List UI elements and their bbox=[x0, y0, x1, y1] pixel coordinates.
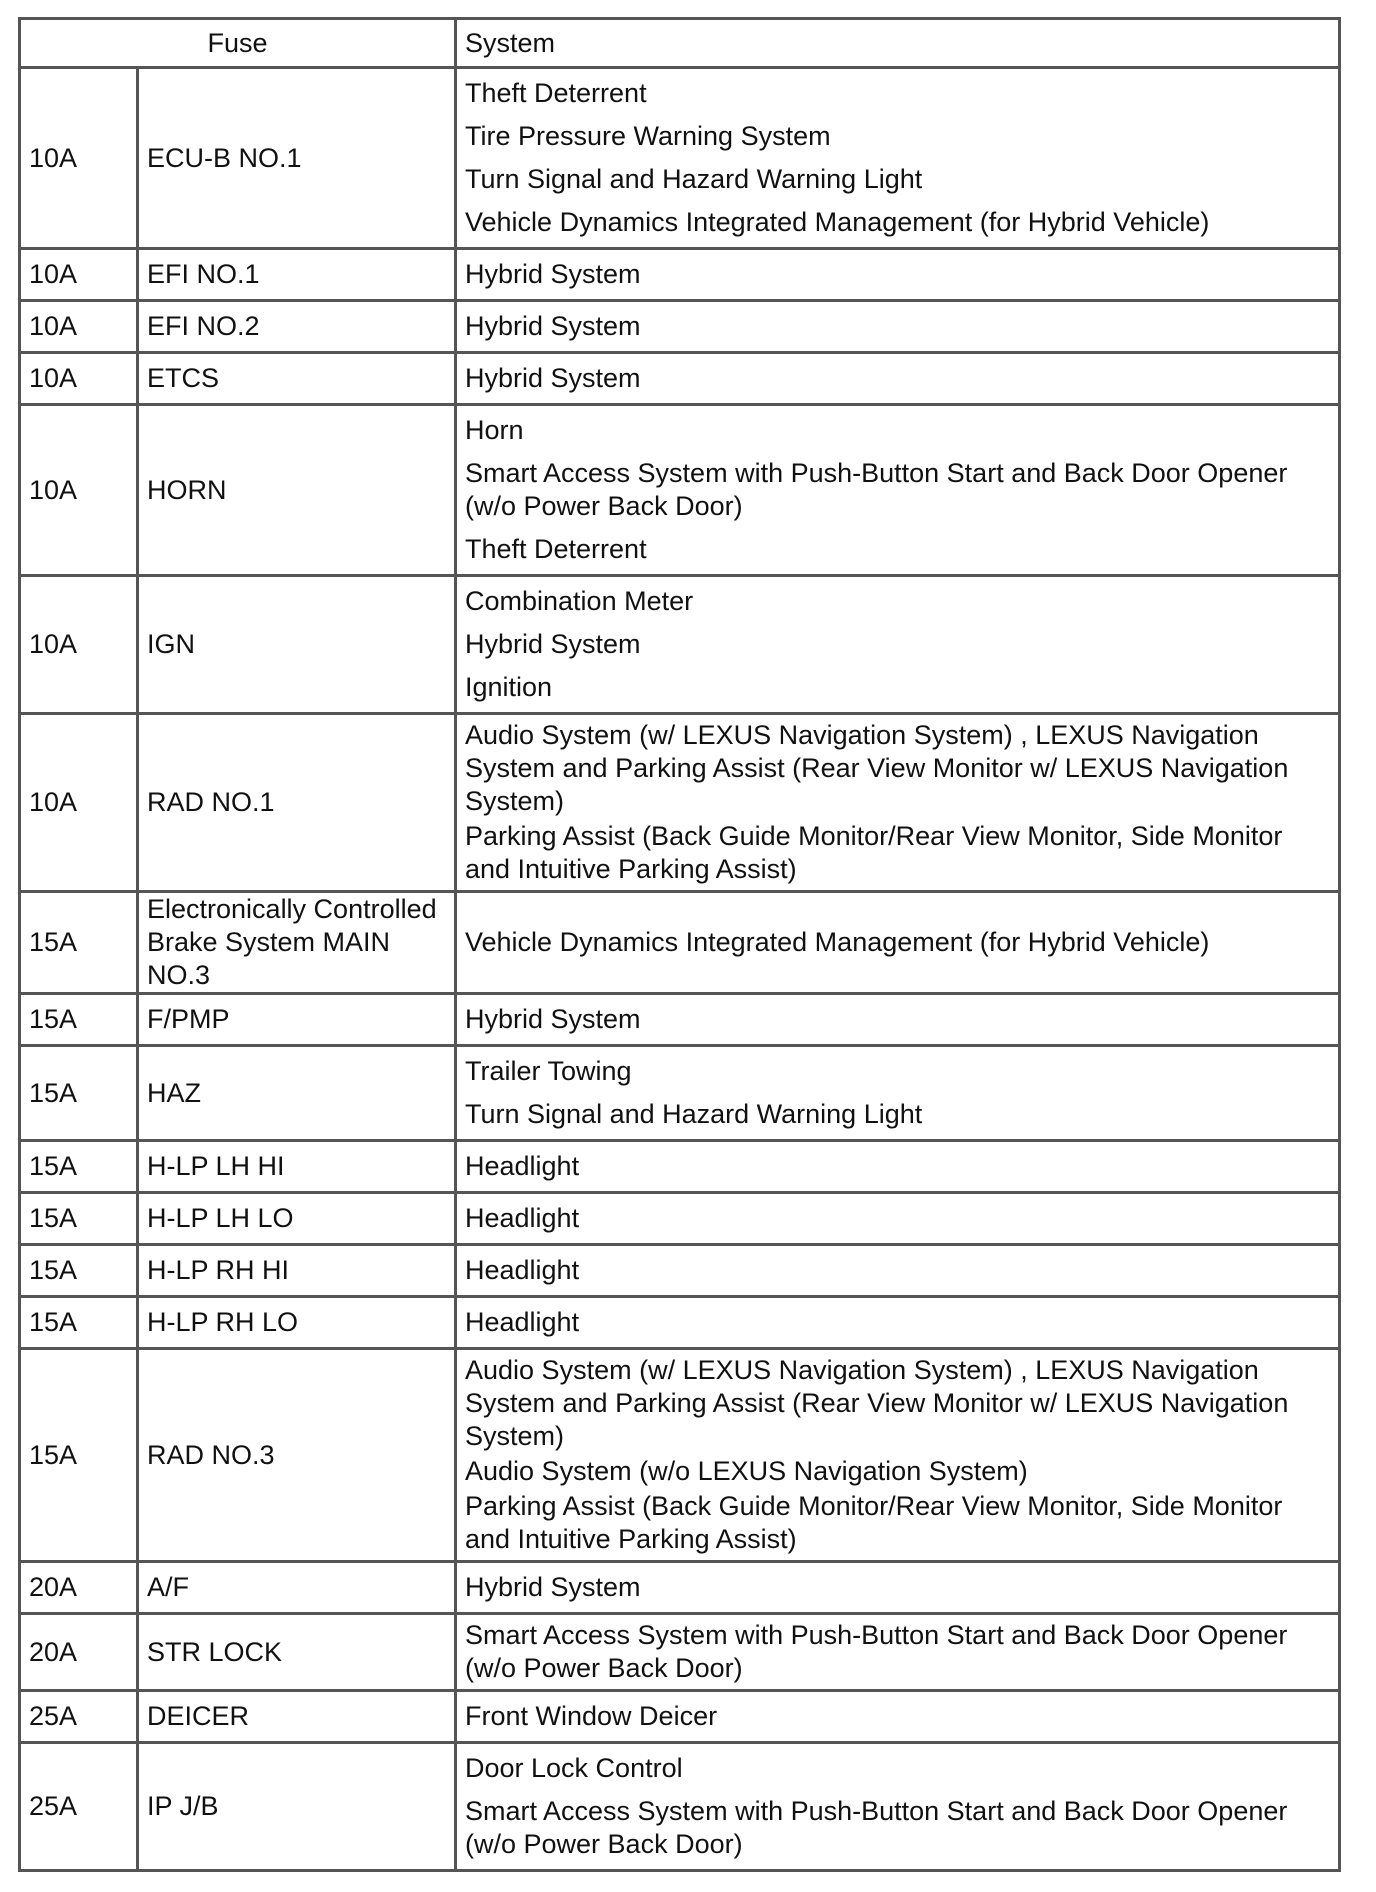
system-entry: Trailer Towing bbox=[465, 1056, 632, 1086]
fuse-name: IGN bbox=[138, 576, 456, 714]
table-row bbox=[20, 249, 1340, 301]
fuse-amperage: 20A bbox=[20, 1562, 138, 1614]
fuse-name: F/PMP bbox=[138, 994, 456, 1046]
fuse-amperage: 25A bbox=[20, 1691, 138, 1743]
fuse-amperage: 20A bbox=[20, 1614, 138, 1691]
table-row bbox=[20, 1349, 1340, 1562]
system-entry: Vehicle Dynamics Integrated Management (for Hybrid Vehicle) bbox=[465, 927, 1210, 957]
system-cell bbox=[456, 1614, 1340, 1691]
fuse-amperage: 10A bbox=[20, 301, 138, 353]
table-body bbox=[20, 68, 1340, 1871]
system-entry: Door Lock Control bbox=[465, 1753, 683, 1783]
fuse-amperage: 10A bbox=[20, 353, 138, 405]
system-entry: Headlight bbox=[465, 1203, 580, 1233]
system-cell bbox=[456, 1046, 1340, 1141]
system-entry: Smart Access System with Push-Button Start and Back Door Opener (w/o Power Back Door) bbox=[465, 1620, 1288, 1683]
system-column-header: System bbox=[456, 19, 1340, 68]
table-row bbox=[20, 1614, 1340, 1691]
system-cell bbox=[456, 249, 1340, 301]
fuse-name: RAD NO.1 bbox=[138, 714, 456, 892]
system-cell bbox=[456, 994, 1340, 1046]
table-row bbox=[20, 1245, 1340, 1297]
fuse-name: H-LP RH LO bbox=[138, 1297, 456, 1349]
fuse-column-header: Fuse bbox=[20, 19, 456, 68]
system-cell bbox=[456, 1141, 1340, 1193]
system-entry: Front Window Deicer bbox=[465, 1701, 718, 1731]
system-cell bbox=[456, 301, 1340, 353]
system-cell bbox=[456, 405, 1340, 576]
table-row bbox=[20, 1297, 1340, 1349]
system-entry: Horn bbox=[465, 415, 524, 445]
system-entry: Vehicle Dynamics Integrated Management (for Hybrid Vehicle) bbox=[465, 207, 1210, 237]
fuse-amperage: 15A bbox=[20, 1245, 138, 1297]
system-cell bbox=[456, 1245, 1340, 1297]
system-cell bbox=[456, 1297, 1340, 1349]
system-entry: Hybrid System bbox=[465, 629, 641, 659]
fuse-name: HORN bbox=[138, 405, 456, 576]
fuse-name: H-LP LH LO bbox=[138, 1193, 456, 1245]
system-entry: Headlight bbox=[465, 1151, 580, 1181]
system-cell bbox=[456, 714, 1340, 892]
fuse-name: HAZ bbox=[138, 1046, 456, 1141]
system-entry: Audio System (w/ LEXUS Navigation System) , LEXUS Navigation System and Parking Assist (Rear View Monitor w/ LEXUS Navigation System) bbox=[465, 1355, 1289, 1451]
fuse-amperage: 25A bbox=[20, 1743, 138, 1871]
system-entry: Audio System (w/ LEXUS Navigation System) , LEXUS Navigation System and Parking Assist (Rear View Monitor w/ LEXUS Navigation System) bbox=[465, 720, 1289, 816]
table-row bbox=[20, 1141, 1340, 1193]
system-entry: Hybrid System bbox=[465, 1572, 641, 1602]
fuse-name: ETCS bbox=[138, 353, 456, 405]
table-row bbox=[20, 1562, 1340, 1614]
fuse-table bbox=[18, 17, 1341, 1872]
fuse-name: ECU-B NO.1 bbox=[138, 68, 456, 249]
system-cell bbox=[456, 1193, 1340, 1245]
system-entry: Parking Assist (Back Guide Monitor/Rear View Monitor, Side Monitor and Intuitive Parking Assist) bbox=[465, 821, 1283, 884]
table-header bbox=[20, 19, 1340, 68]
fuse-amperage: 15A bbox=[20, 892, 138, 994]
fuse-name: A/F bbox=[138, 1562, 456, 1614]
fuse-amperage: 10A bbox=[20, 405, 138, 576]
fuse-name: Electronically Controlled Brake System MAIN NO.3 bbox=[138, 892, 456, 994]
fuse-amperage: 15A bbox=[20, 1349, 138, 1562]
system-cell bbox=[456, 68, 1340, 249]
fuse-name: H-LP RH HI bbox=[138, 1245, 456, 1297]
fuse-amperage: 10A bbox=[20, 576, 138, 714]
fuse-name: STR LOCK bbox=[138, 1614, 456, 1691]
system-entry: Hybrid System bbox=[465, 259, 641, 289]
fuse-amperage: 15A bbox=[20, 1141, 138, 1193]
header-row bbox=[20, 19, 1340, 68]
table-row bbox=[20, 301, 1340, 353]
system-cell bbox=[456, 1691, 1340, 1743]
system-entry: Hybrid System bbox=[465, 1004, 641, 1034]
fuse-amperage: 15A bbox=[20, 1046, 138, 1141]
system-cell bbox=[456, 576, 1340, 714]
system-entry: Combination Meter bbox=[465, 586, 694, 616]
table-row bbox=[20, 576, 1340, 714]
table-row bbox=[20, 892, 1340, 994]
table-row bbox=[20, 994, 1340, 1046]
system-entry: Tire Pressure Warning System bbox=[465, 121, 831, 151]
table-row bbox=[20, 353, 1340, 405]
system-entry: Hybrid System bbox=[465, 363, 641, 393]
system-entry: Theft Deterrent bbox=[465, 534, 647, 564]
system-entry: Smart Access System with Push-Button Start and Back Door Opener (w/o Power Back Door) bbox=[465, 458, 1288, 521]
fuse-name: DEICER bbox=[138, 1691, 456, 1743]
system-entry: Smart Access System with Push-Button Start and Back Door Opener (w/o Power Back Door) bbox=[465, 1796, 1288, 1859]
table-row bbox=[20, 68, 1340, 249]
table-row bbox=[20, 1743, 1340, 1871]
fuse-amperage: 10A bbox=[20, 68, 138, 249]
fuse-name: RAD NO.3 bbox=[138, 1349, 456, 1562]
system-entry: Audio System (w/o LEXUS Navigation System) bbox=[465, 1456, 1028, 1486]
fuse-name: EFI NO.2 bbox=[138, 301, 456, 353]
fuse-name: IP J/B bbox=[138, 1743, 456, 1871]
system-cell bbox=[456, 1743, 1340, 1871]
table-row bbox=[20, 1193, 1340, 1245]
system-cell bbox=[456, 892, 1340, 994]
system-cell bbox=[456, 1349, 1340, 1562]
system-entry: Headlight bbox=[465, 1307, 580, 1337]
table-row bbox=[20, 1691, 1340, 1743]
fuse-amperage: 15A bbox=[20, 1297, 138, 1349]
fuse-amperage: 15A bbox=[20, 1193, 138, 1245]
fuse-amperage: 10A bbox=[20, 249, 138, 301]
system-entry: Parking Assist (Back Guide Monitor/Rear View Monitor, Side Monitor and Intuitive Parking Assist) bbox=[465, 1491, 1283, 1554]
system-entry: Headlight bbox=[465, 1255, 580, 1285]
fuse-name: EFI NO.1 bbox=[138, 249, 456, 301]
system-entry: Theft Deterrent bbox=[465, 78, 647, 108]
system-cell bbox=[456, 353, 1340, 405]
system-entry: Turn Signal and Hazard Warning Light bbox=[465, 1099, 923, 1129]
table-row bbox=[20, 405, 1340, 576]
system-entry: Turn Signal and Hazard Warning Light bbox=[465, 164, 923, 194]
table-row bbox=[20, 714, 1340, 892]
system-entry: Hybrid System bbox=[465, 311, 641, 341]
table-row bbox=[20, 1046, 1340, 1141]
system-entry: Ignition bbox=[465, 672, 553, 702]
fuse-name: H-LP LH HI bbox=[138, 1141, 456, 1193]
fuse-amperage: 10A bbox=[20, 714, 138, 892]
system-cell bbox=[456, 1562, 1340, 1614]
fuse-amperage: 15A bbox=[20, 994, 138, 1046]
